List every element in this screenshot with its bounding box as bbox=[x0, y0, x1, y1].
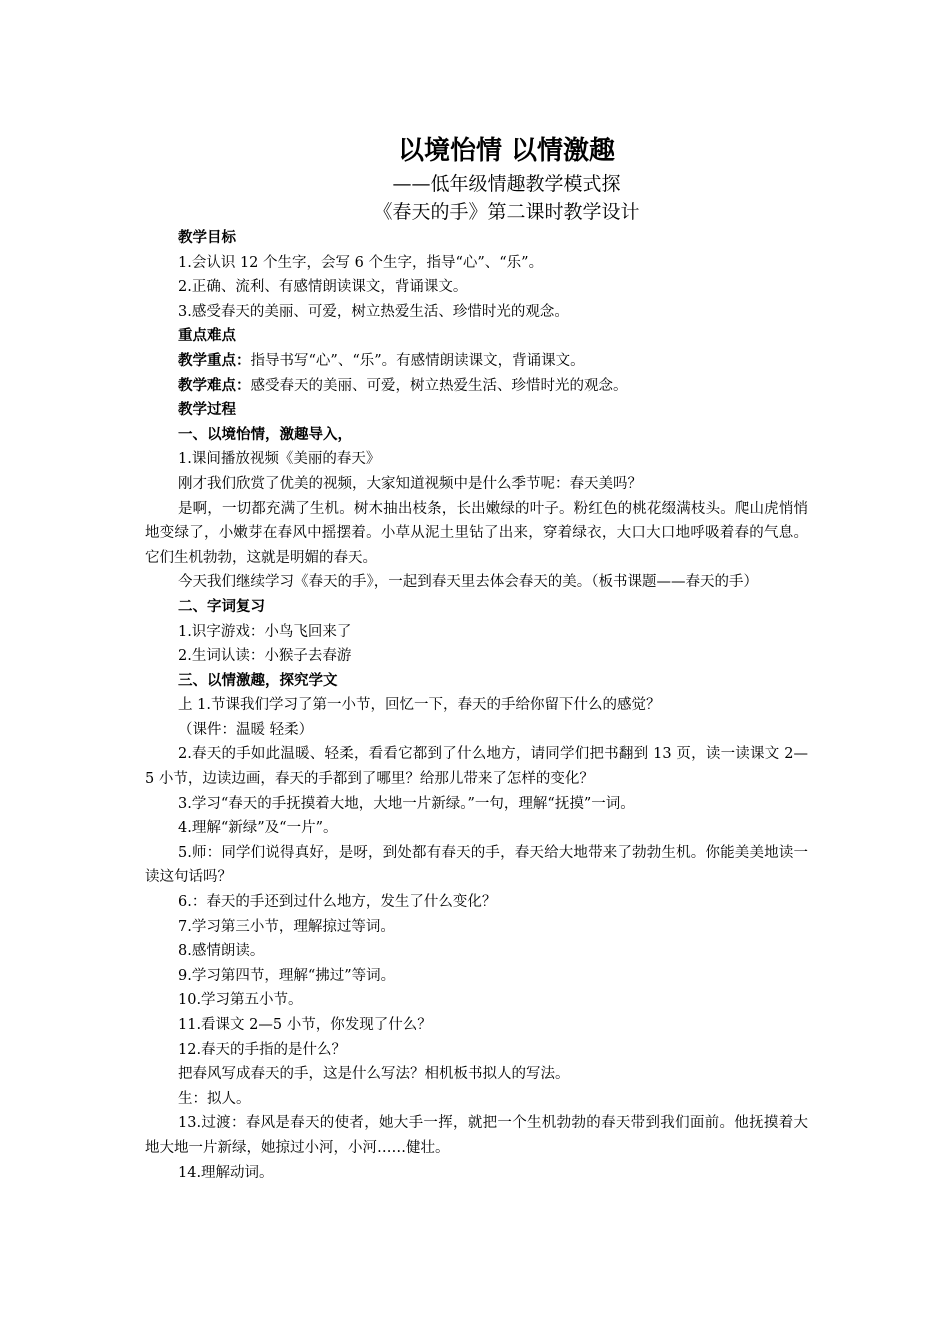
section-1-heading: 一、以境怡情，激趣导入， bbox=[178, 425, 352, 443]
goals-heading: 教学目标 bbox=[178, 229, 236, 246]
teaching-focus-text: 指导书写“心”、“乐”。有感情朗读课文，背诵课文。 bbox=[250, 352, 585, 369]
section-3-paragraph: 6.：春天的手还到过什么地方，发生了什么变化？ bbox=[178, 894, 497, 911]
goal-item: 2.正确、流利、有感情朗读课文，背诵课文。 bbox=[178, 279, 468, 296]
section-3-paragraph: 把春风写成春天的手，这是什么写法？相机板书拟人的写法。 bbox=[178, 1066, 570, 1083]
section-3-paragraph: 3.学习“春天的手抚摸着大地，大地一片新绿。”一句，理解“抚摸”一词。 bbox=[178, 795, 635, 812]
goal-item: 3.感受春天的美丽、可爱，树立热爱生活、珍惜时光的观念。 bbox=[178, 303, 569, 320]
section-3-paragraph: 上 1.节课我们学习了第一小节，回忆一下，春天的手给你留下什么的感觉？ bbox=[178, 697, 661, 714]
document-body bbox=[145, 226, 808, 1185]
process-heading: 教学过程 bbox=[178, 401, 236, 419]
section-3-paragraph: 2.春天的手如此温暖、轻柔，看看它都到了什么地方，请同学们把书翻到 13 页，读一读课文 2—5 小节，边读边画，春天的手都到了哪里？给那儿带来了怎样的变化？ bbox=[145, 746, 808, 788]
section-3-paragraph: 4.理解“新绿”及“一片”。 bbox=[178, 820, 338, 837]
document-subtitle-series: ——低年级情趣教学模式探 bbox=[392, 173, 621, 195]
section-1-paragraph: 刚才我们欣赏了优美的视频，大家知道视频中是什么季节呢：春天美吗？ bbox=[178, 475, 642, 492]
teaching-difficulty bbox=[145, 374, 808, 399]
section-1-paragraph: 今天我们继续学习《春天的手》，一起到春天里去体会春天的美。（板书课题——春天的手） bbox=[178, 574, 758, 591]
section-3-paragraph: 7.学习第三小节，理解掠过等词。 bbox=[178, 918, 395, 935]
goal-item: 1.会认识 12 个生字，会写 6 个生字，指导“心”、“乐”。 bbox=[178, 254, 544, 271]
document-content bbox=[145, 132, 808, 1185]
teaching-focus-label: 教学重点： bbox=[178, 351, 251, 369]
section-2-paragraph: 1.识字游戏：小鸟飞回来了 bbox=[178, 623, 352, 640]
section-3-paragraph: 10.学习第五小节。 bbox=[178, 992, 303, 1009]
section-3-paragraph: 14.理解动词。 bbox=[178, 1164, 274, 1181]
document-title: 以境怡情 以情激趣 bbox=[397, 136, 616, 166]
document-subtitle-lesson: 《春天的手》第二课时教学设计 bbox=[373, 201, 640, 223]
section-3-paragraph: 11.看课文 2—5 小节，你发现了什么？ bbox=[178, 1017, 432, 1033]
section-2-paragraph: 2.生词认读：小猴子去春游 bbox=[178, 648, 352, 665]
teaching-difficulty-text: 感受春天的美丽、可爱，树立热爱生活、珍惜时光的观念。 bbox=[250, 377, 628, 394]
section-2-heading: 二、字词复习 bbox=[178, 597, 265, 615]
section-1-paragraph: 1.课间播放视频《美丽的春天》 bbox=[178, 451, 381, 468]
section-3-paragraph: 12.春天的手指的是什么？ bbox=[178, 1041, 347, 1058]
section-3-paragraph: 生：拟人。 bbox=[178, 1090, 251, 1107]
section-3-heading: 三、以情激趣，探究学文 bbox=[178, 671, 338, 689]
teaching-focus bbox=[145, 349, 808, 374]
section-3-paragraph: 13.过渡：春风是春天的使者，她大手一挥，就把一个生机勃勃的春天带到我们面前。他抚摸着大地大地一片新绿，她掠过小河，小河……健壮。 bbox=[145, 1115, 808, 1156]
section-1-paragraph: 是啊，一切都充满了生机。树木抽出枝条，长出嫩绿的叶子。粉红色的桃花缀满枝头。爬山虎悄悄地变绿了，小嫩芽在春风中摇摆着。小草从泥土里钻了出来，穿着绿衣，大口大口地呼吸着春的气息。它们生机勃勃，这就是明媚的春天。 bbox=[145, 500, 808, 566]
teaching-difficulty-label: 教学难点： bbox=[178, 376, 251, 394]
section-3-paragraph: 5.师：同学们说得真好，是呀，到处都有春天的手，春天给大地带来了勃勃生机。你能美美地读一读这句话吗？ bbox=[145, 844, 808, 886]
key-points-heading: 重点难点 bbox=[178, 327, 236, 345]
section-3-paragraph: 8.感情朗读。 bbox=[178, 943, 265, 960]
section-3-paragraph: （课件：温暖 轻柔） bbox=[178, 721, 314, 738]
section-3-paragraph: 9.学习第四节，理解“拂过”等词。 bbox=[178, 967, 396, 984]
